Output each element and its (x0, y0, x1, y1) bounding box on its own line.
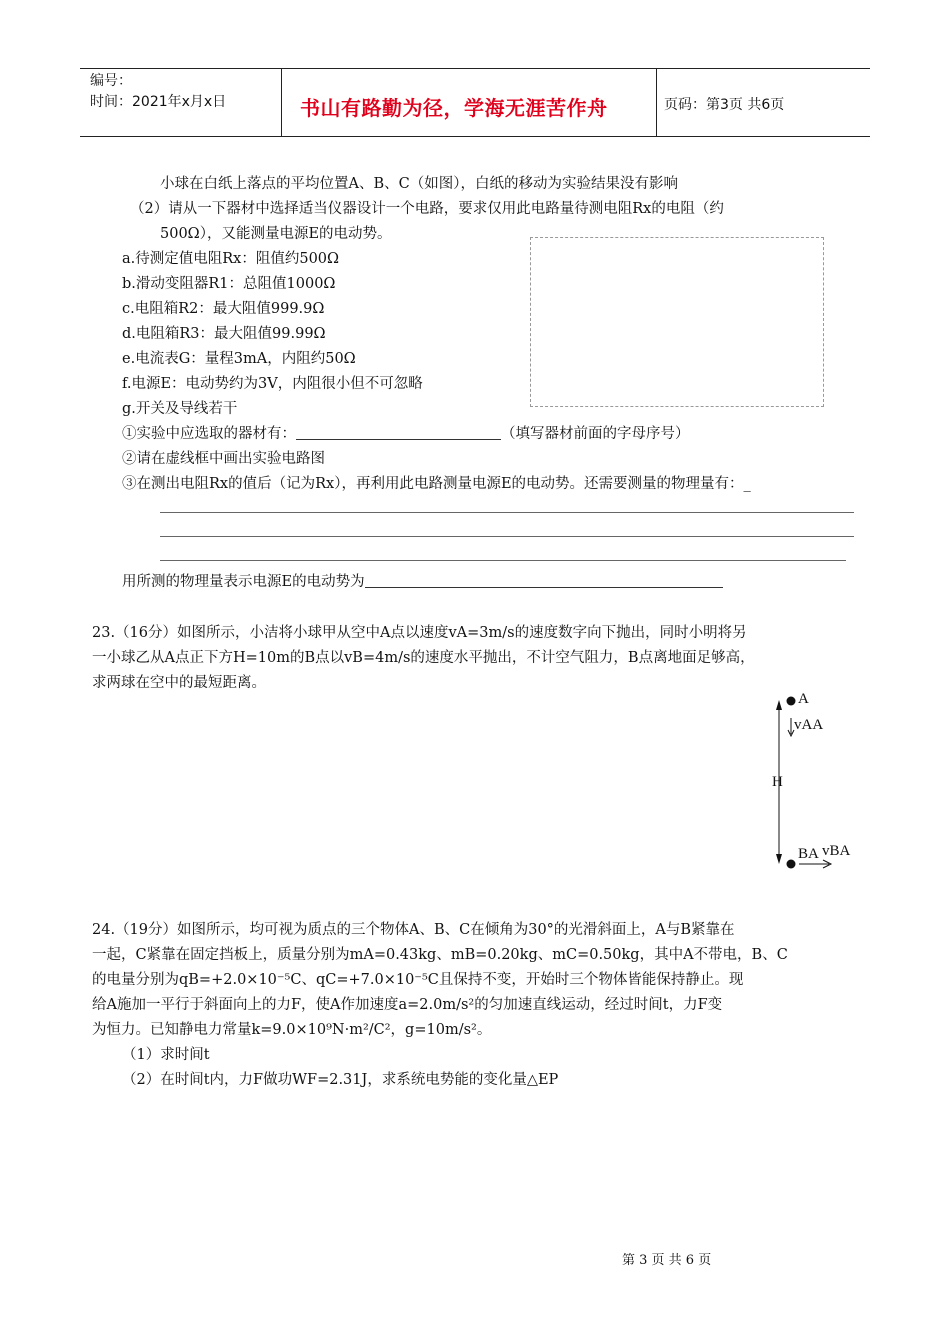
q22-answer-line-2[interactable] (160, 536, 854, 537)
header-motto: 书山有路勤为径，学海无涯苦作舟 (300, 96, 608, 120)
q22-emf-answer-blank[interactable] (365, 573, 723, 588)
q24-line3: 的电量分别为qB=+2.0×10⁻⁵C、qC=+7.0×10⁻⁵C且保持不变，开始时三个物体皆能保持静止。现 (92, 972, 744, 988)
q22-step3: ③在测出电阻Rx的值后（记为Rx），再利用此电路测量电源E的电动势。还需要测量的物理量有：_ (122, 476, 751, 492)
q22-item-a: a.待测定值电阻Rx：阻值约500Ω (122, 251, 340, 267)
q23-line1: 23.（16分）如图所示，小洁将小球甲从空中A点以速度vA=3m/s的速度数字向下抛出，同时小明将另 (92, 625, 747, 641)
fig-label-vb: vBA (822, 843, 851, 859)
point-a-dot (787, 697, 796, 706)
q24-sub2: （2）在时间t内，力F做功WF=2.31J，求系统电势能的变化量△EP (122, 1072, 559, 1088)
header-bottom-rule (80, 136, 870, 137)
q22-item-f: f.电源E：电动势约为3V，内阻很小但不可忽略 (122, 376, 423, 392)
q24-line2: 一起，C紧靠在固定挡板上，质量分别为mA=0.43kg、mB=0.20kg、mC=0.50kg，其中A不带电，B、C (92, 947, 788, 963)
footer-page-number: 第 3 页 共 6 页 (622, 1253, 712, 1268)
q22-emf-line (122, 570, 723, 591)
q22-step1 (122, 422, 690, 443)
q24-line5: 为恒力。已知静电力常量k=9.0×10⁹N·m²/C²，g=10m/s²。 (92, 1022, 492, 1038)
q22-emf-prompt: 用所测的物理量表示电源E的电动势为 (122, 574, 365, 590)
q22-step2: ②请在虚线框中画出实验电路图 (122, 451, 325, 467)
header-divider-left (281, 68, 282, 136)
q22-step1-answer-blank[interactable] (296, 425, 501, 440)
q22-part2-line2: 500Ω），又能测量电源E的电动势。 (160, 226, 392, 242)
q22-result-line: 小球在白纸上落点的平均位置A、B、C（如图），白纸的移动为实验结果没有影响 (160, 176, 678, 192)
fig-label-va: vAA (794, 717, 824, 733)
circuit-drawing-box[interactable] (530, 237, 824, 407)
header-divider-right (656, 68, 657, 136)
q24-sub1: （1）求时间t (122, 1047, 210, 1063)
q23-line2: 一小球乙从A点正下方H=10m的B点以vB=4m/s的速度水平抛出，不计空气阻力，B点离地面足够高， (92, 650, 755, 666)
q22-item-b: b.滑动变阻器R1：总阻值1000Ω (122, 276, 336, 292)
q22-item-e: e.电流表G：量程3mA，内阻约50Ω (122, 351, 356, 367)
q24-line1: 24.（19分）如图所示，均可视为质点的三个物体A、B、C在倾角为30°的光滑斜面上，A与B紧靠在 (92, 922, 735, 938)
header-top-rule (80, 68, 870, 69)
q22-part2-line1: （2）请从一下器材中选择适当仪器设计一个电路，要求仅用此电路量待测电阻Rx的电阻（约 (130, 201, 724, 217)
header-number-label: 编号： (90, 73, 132, 89)
h-arrow-up-icon (776, 700, 782, 710)
q22-item-g: g.开关及导线若干 (122, 401, 238, 417)
q22-item-c: c.电阻箱R2：最大阻值999.9Ω (122, 301, 325, 317)
q22-step1-suffix: （填写器材前面的字母序号） (501, 426, 690, 442)
q24-line4: 给A施加一平行于斜面向上的力F，使A作加速度a=2.0m/s²的匀加速直线运动，经过时间t，力F变 (92, 997, 723, 1013)
fig-label-h: H (772, 774, 783, 790)
q22-step1-prefix: ①实验中应选取的器材有： (122, 426, 296, 442)
q22-answer-line-1[interactable] (160, 512, 854, 513)
q23-line3: 求两球在空中的最短距离。 (92, 675, 266, 691)
q22-item-d: d.电阻箱R3：最大阻值99.99Ω (122, 326, 326, 342)
fig-label-b: BA (798, 846, 819, 862)
fig-label-a: A (798, 691, 809, 707)
header-page-label: 页码：第3页 共6页 (664, 97, 785, 113)
h-arrow-down-icon (776, 854, 782, 864)
point-b-dot (787, 860, 796, 869)
q22-answer-line-3[interactable] (160, 560, 846, 561)
header-time-label: 时间：2021年x月x日 (90, 94, 227, 110)
